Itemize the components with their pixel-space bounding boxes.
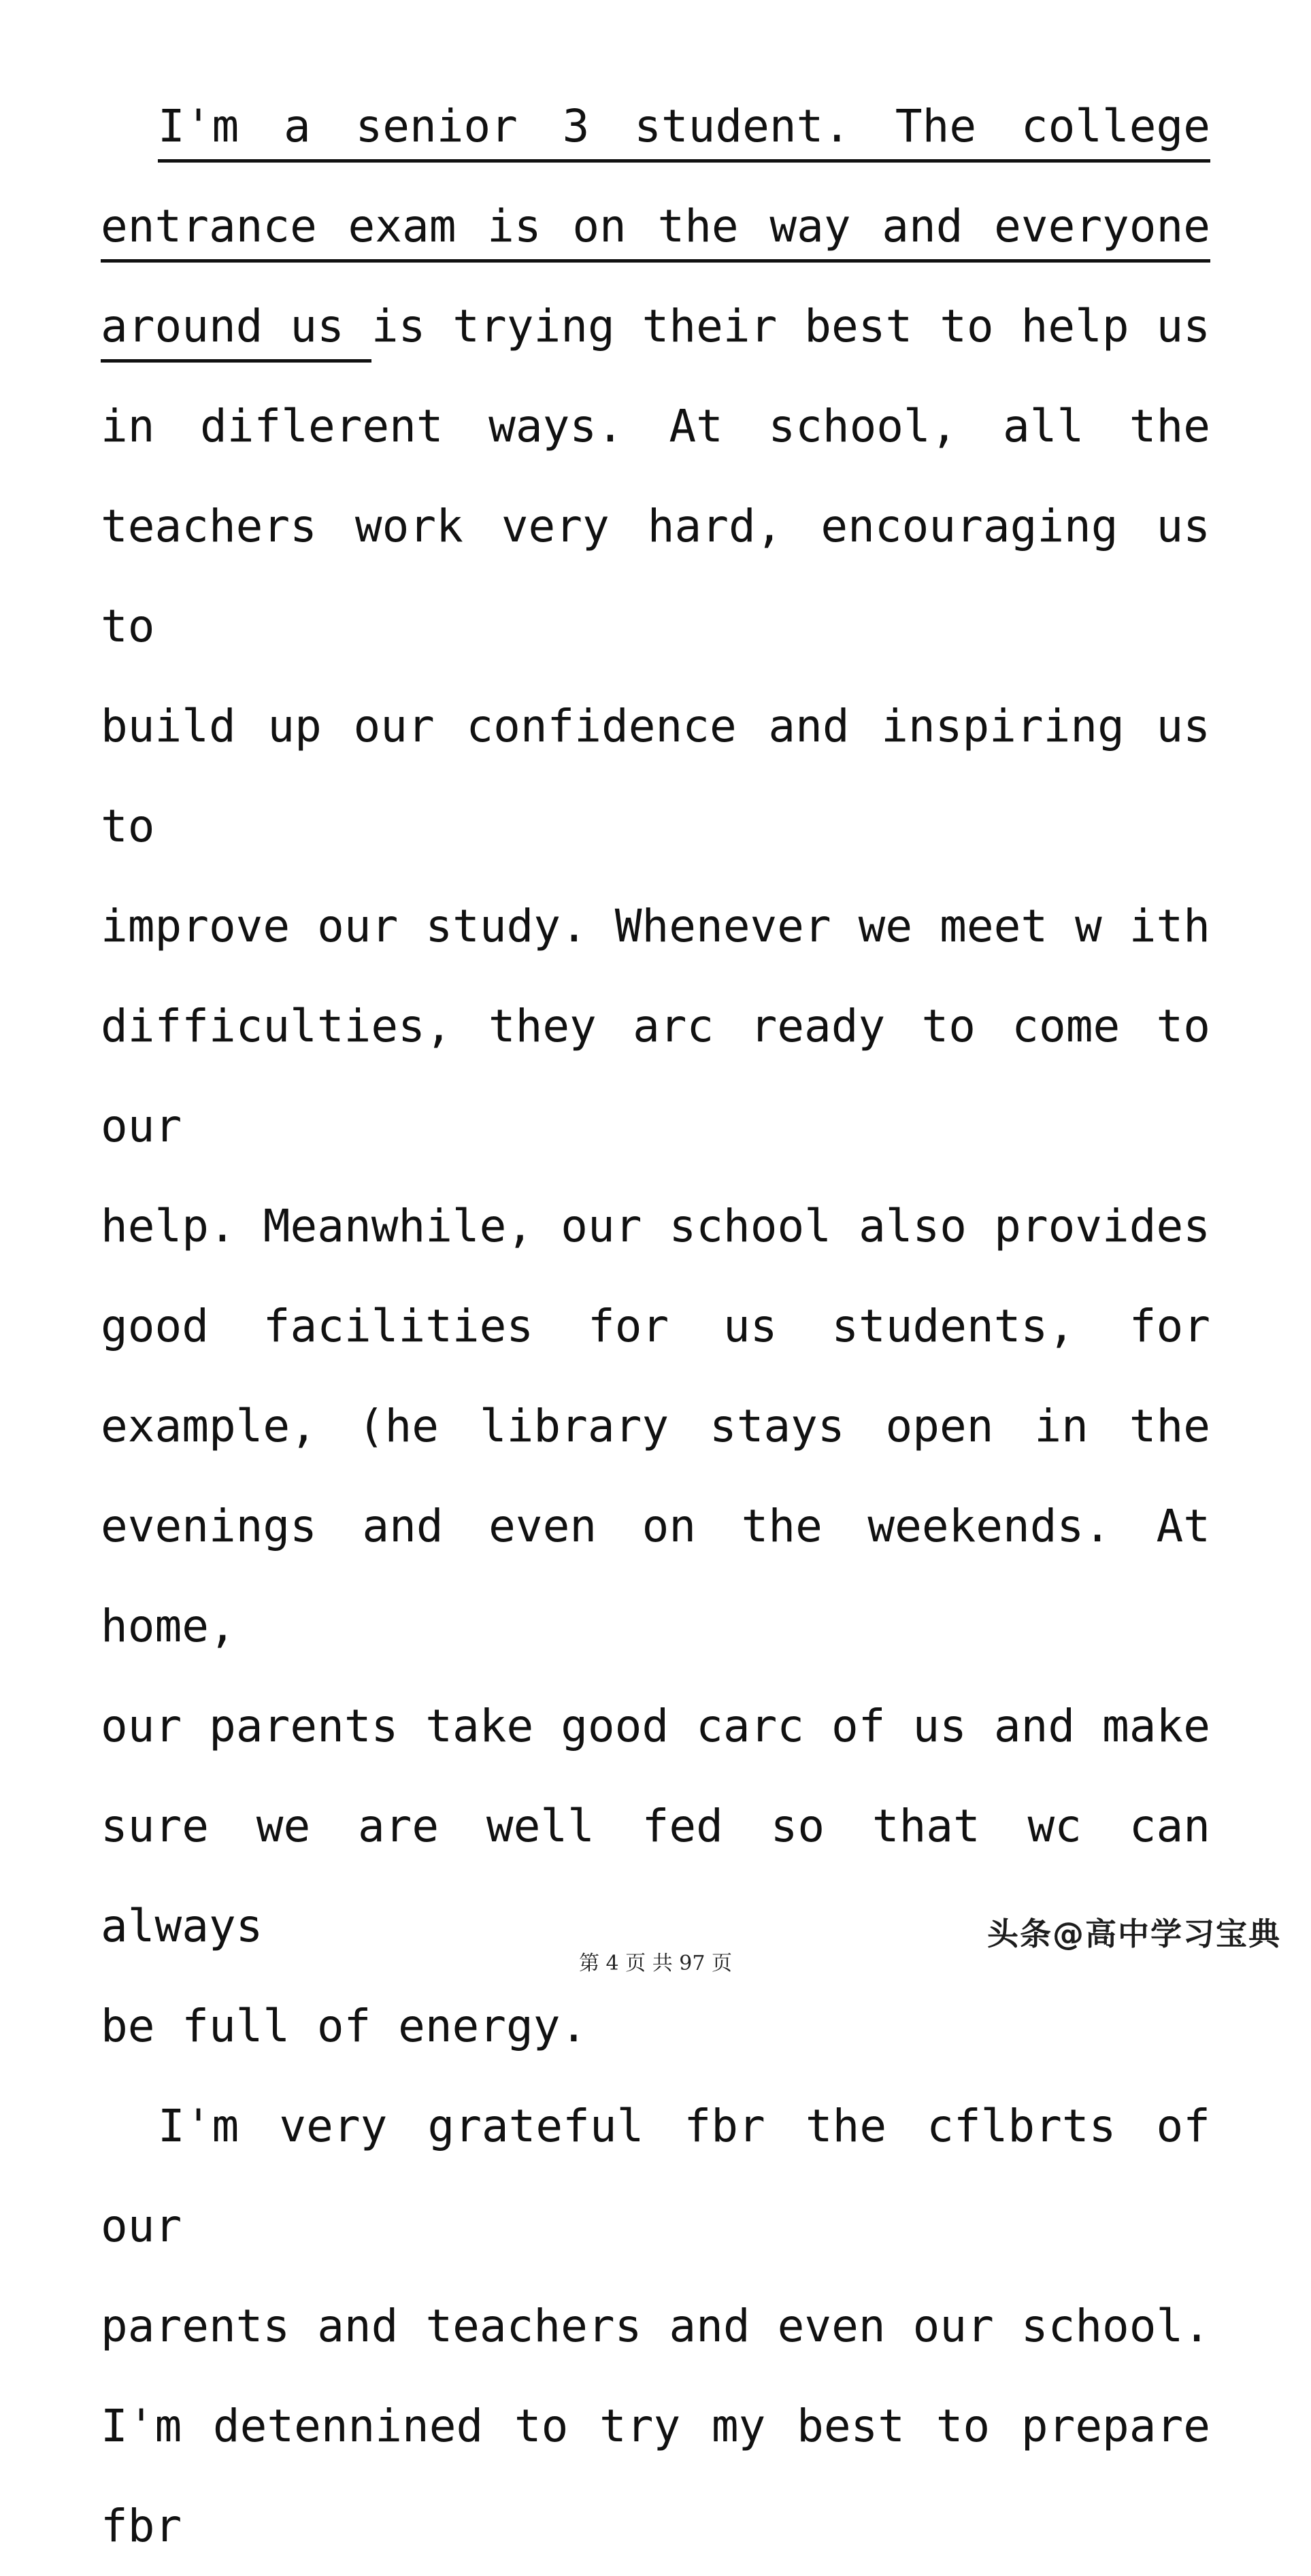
text-segment: I'm very grateful fbr the cflbrts of our: [101, 2100, 1210, 2252]
text-segment: difficulties, they arc ready to come to our: [101, 1000, 1210, 1152]
watermark: 头条@高中学习宝典: [987, 1916, 1281, 1952]
text-segment: good facilities for us students, for: [101, 1300, 1210, 1352]
text-line: [101, 2076, 1210, 2276]
text-line: [101, 1476, 1210, 1676]
text-line: [101, 2276, 1210, 2376]
text-segment: example, (he library stays open in the: [101, 1400, 1210, 1452]
text-segment: teachers work very hard, encouraging us to: [101, 500, 1210, 652]
text-segment: parents and teachers and even our school.: [101, 2300, 1210, 2352]
text-line: [101, 1276, 1210, 1376]
text-segment: sure we are well fed so that wc can always: [101, 1800, 1210, 1952]
underlined-text: entrance exam is on the way and everyone: [101, 200, 1210, 263]
text-segment: evenings and even on the weekends. At home,: [101, 1500, 1210, 1652]
text-segment: our parents take good carc of us and make: [101, 1700, 1210, 1752]
text-line: [101, 376, 1210, 476]
text-line: [101, 2376, 1210, 2576]
text-line: [101, 1176, 1210, 1276]
text-line: [101, 876, 1210, 976]
text-segment: help. Meanwhile, our school also provides: [101, 1200, 1210, 1252]
text-line: [101, 76, 1210, 176]
text-segment: is trying their best to help us: [371, 300, 1211, 352]
underlined-text: I'm a senior 3 student. The college: [158, 100, 1210, 163]
text-segment: improve our study. Whenever we meet w ith: [101, 900, 1210, 952]
text-line: [101, 676, 1210, 876]
text-line: [101, 1676, 1210, 1776]
text-line: [101, 976, 1210, 1176]
text-block: [101, 76, 1210, 2576]
text-line: [101, 1976, 1210, 2076]
text-line: [101, 1376, 1210, 1476]
text-segment: in diflerent ways. At school, all the: [101, 400, 1210, 452]
text-line: [101, 276, 1210, 376]
text-segment: be full of energy.: [101, 2000, 588, 2052]
underlined-text: around us: [101, 300, 371, 363]
text-segment: I'm detennined to try my best to prepare fbr: [101, 2400, 1210, 2552]
text-line: [101, 176, 1210, 276]
text-segment: build up our confidence and inspiring us to: [101, 700, 1210, 852]
text-line: [101, 476, 1210, 676]
page-footer: 第 4 页 共 97 页: [579, 1952, 732, 1975]
